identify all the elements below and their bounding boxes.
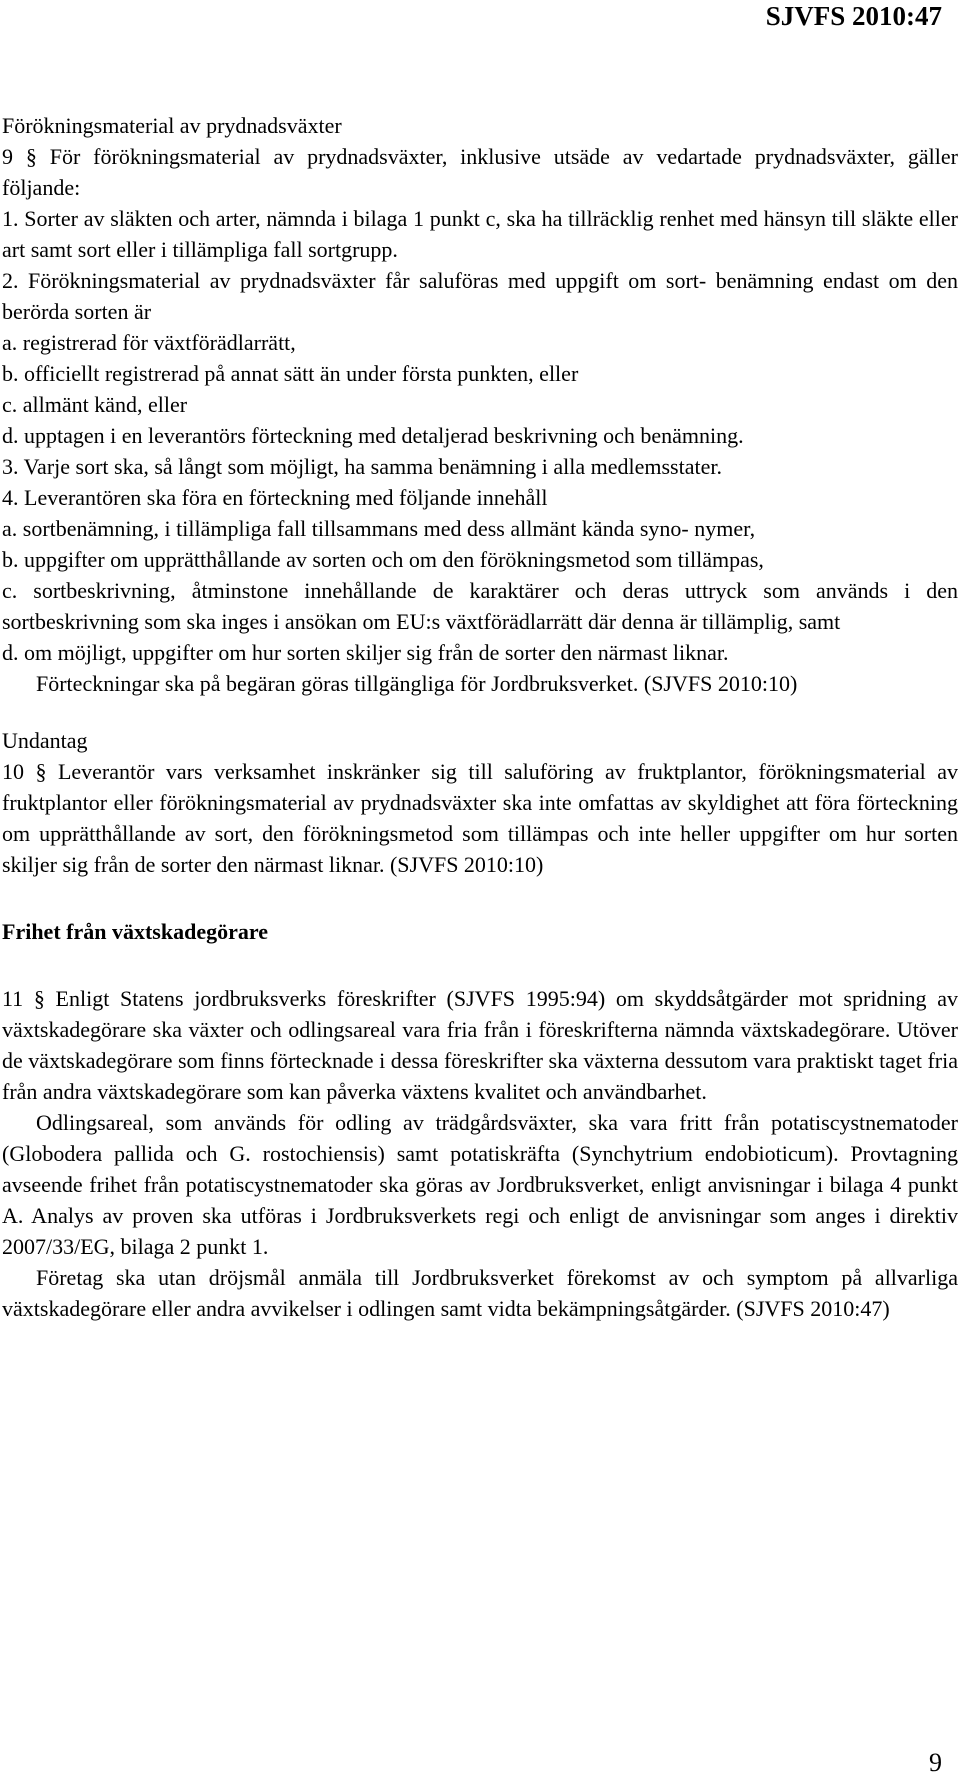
item-4c: c. sortbeskrivning, åtminstone innehållande de karaktärer och deras uttryck som används i den sortbeskrivning som ska inges i ansökan om EU:s växtförädlarrätt där denna är tillämplig, samt	[2, 578, 958, 634]
document-body	[2, 110, 958, 1324]
document-reference: SJVFS 2010:47	[765, 1, 942, 31]
item-4d: d. om möjligt, uppgifter om hur sorten skiljer sig från de sorter den närmast liknar.	[2, 640, 729, 665]
section-heading-propagation: Förökningsmaterial av prydnadsväxter	[2, 113, 342, 138]
item-3: 3. Varje sort ska, så långt som möjligt, ha samma benämning i alla medlemsstater.	[2, 454, 722, 479]
section-heading-pest-freedom: Frihet från växtskadegörare	[2, 919, 268, 944]
item-4b: b. uppgifter om upprätthållande av sorten och om den förökningsmetod som tillämpas,	[2, 547, 764, 572]
item-2: 2. Förökningsmaterial av prydnadsväxter får saluföras med uppgift om sort- benämning endast om den berörda sorten är	[2, 268, 958, 324]
item-2c: c. allmänt känd, eller	[2, 392, 188, 417]
item-4: 4. Leverantören ska föra en förteckning med följande innehåll	[2, 485, 548, 510]
paragraph-cultivation-area: Odlingsareal, som används för odling av trädgårdsväxter, ska vara fritt från potatiscystnematoder (Globodera pallida och G. rostochiensis) samt potatiskräfta (Synchytrium endobioticum). Provtagning avseende frihet från potatiscystnematoder ska göras av Jordbruksverket, enligt anvisningar i bilaga 4 punkt A. Analys av proven ska utföras i Jordbruksverkets regi och enligt de anvisningar som anges i direktiv 2007/33/EG, bilaga 2 punkt 1.	[2, 1110, 958, 1259]
paragraph-10: 10 § Leverantör vars verksamhet inskränker sig till saluföring av fruktplantor, förökningsmaterial av fruktplantor eller förökningsmaterial av prydnadsväxter ska inte omfattas av skyldighet att föra förteckning om upprätthållande av sort, den förökningsmetod som tillämpas och inte heller uppgifter om hur sorten skiljer sig från de sorter den närmast liknar. (SJVFS 2010:10)	[2, 759, 958, 877]
paragraph-reporting: Företag ska utan dröjsmål anmäla till Jordbruksverket förekomst av och symptom på allvarliga växtskadegörare eller andra avvikelser i odlingen samt vidta bekämpningsåtgärder. (SJVFS 2010:47)	[2, 1265, 958, 1321]
item-2b: b. officiellt registrerad på annat sätt än under första punkten, eller	[2, 361, 579, 386]
lists-availability-paragraph: Förteckningar ska på begäran göras tillgängliga för Jordbruksverket. (SJVFS 2010:10)	[36, 671, 798, 696]
page-number: 9	[929, 1748, 942, 1777]
item-1: 1. Sorter av släkten och arter, nämnda i bilaga 1 punkt c, ska ha tillräcklig renhet med hänsyn till släkte eller art samt sort eller i tillämpliga fall sortgrupp.	[2, 206, 958, 262]
paragraph-11: 11 § Enligt Statens jordbruksverks föreskrifter (SJVFS 1995:94) om skyddsåtgärder mot spridning av växtskadegörare ska växter och odlingsareal vara fria från i föreskrifterna nämnda växtskadegörare. Utöver de växtskadegörare som finns förtecknade i dessa föreskrifter ska växterna dessutom vara praktiskt taget fria från andra växtskadegörare som kan påverka växtens kvalitet och användbarhet.	[2, 986, 958, 1104]
item-2d: d. upptagen i en leverantörs förteckning med detaljerad beskrivning och benämning.	[2, 423, 744, 448]
section-heading-exemption: Undantag	[2, 728, 88, 753]
item-4a: a. sortbenämning, i tillämpliga fall tillsammans med dess allmänt kända syno- nymer,	[2, 516, 756, 541]
item-2a: a. registrerad för växtförädlarrätt,	[2, 330, 296, 355]
paragraph-9-intro: 9 § För förökningsmaterial av prydnadsväxter, inklusive utsäde av vedartade prydnadsväxter, gäller följande:	[2, 144, 958, 200]
